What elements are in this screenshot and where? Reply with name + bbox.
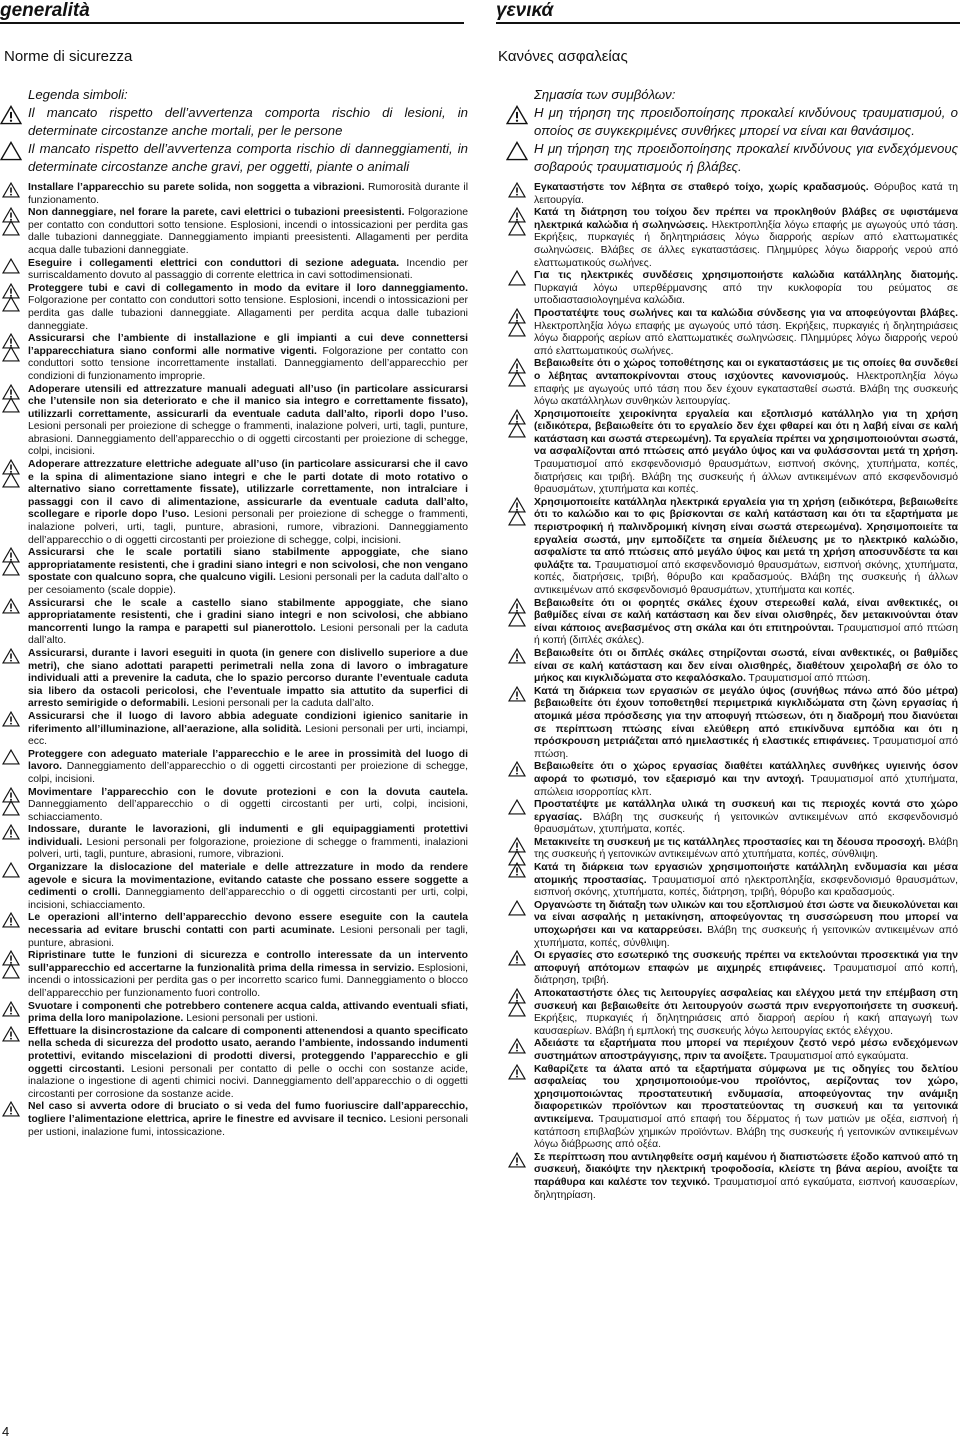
rule-consequence: Τραυματισμοί από εκσφενδονισμό θραυσμάτων, εισπνοή σκόνης, χτυπήματα, κοπές, διατρήσεις και τριβή. Βλάβη της συσκευής ή άλλων αντικειμένων από εκσφενδονισμό θραυσμάτων, χτυπήματα και κοπές. bbox=[534, 459, 958, 496]
rule-instruction: Αποκαταστήστε όλες τις λειτουργίες ασφαλείας και ελέγχου μετά την επέμβαση στη συσκευή και βεβαιωθείτε ότι λειτουργούν σωστά πριν ενεργοποιήσετε τη συσκευή. bbox=[534, 988, 958, 1012]
safety-rule bbox=[28, 912, 468, 950]
rule-consequence: Τραυματισμοί από κοπή, διάτρηση, τριβή. bbox=[534, 962, 958, 987]
safety-rule bbox=[534, 409, 958, 497]
safety-rule bbox=[534, 1064, 958, 1152]
warning-triangle-empty-icon bbox=[508, 900, 528, 918]
rule-consequence: Βλάβη της συσκευής ή γειτονικών αντικειμένων από εκσφενδονισμό θραυσμάτων, χτυπήματα, κοπές. bbox=[534, 811, 958, 836]
rule-consequence: Lesioni personali per la caduta dall’alto. bbox=[192, 698, 374, 710]
legend-items bbox=[28, 104, 468, 176]
rule-instruction: Καθαρίζετε τα άλατα από τα εξαρτήματα σύμφωνα με τις οδηγίες του δελτίου ασφαλείας του χρησιμοποιούμε-νου προϊόντος, αερίζοντας τον χώρο, χρησιμοποιώντας προστατευτική ενδυμασία, αποφεύγοντας την ανάμιξη διαφορετικών προϊόντων και προστατεύοντας τη συσκευή και τα γειτονικά αντικείμενα. bbox=[534, 1063, 958, 1125]
safety-rule bbox=[534, 497, 958, 598]
warning-triangle-empty-icon bbox=[2, 258, 22, 276]
symbol-legend bbox=[28, 86, 468, 176]
warning-triangle-exclamation-icon bbox=[0, 105, 22, 125]
header-rule-italian bbox=[0, 22, 464, 24]
legend-item bbox=[28, 104, 468, 140]
rule-consequence: Rumorosità durante il funzionamento. bbox=[28, 182, 468, 206]
safety-rule bbox=[28, 1001, 468, 1026]
rule-consequence: Danneggiamento dell’apparecchio o di oggetti circostanti per urti, colpi, incisioni, schiacciamento. bbox=[28, 887, 469, 911]
legend-heading: Legenda simboli: bbox=[28, 87, 128, 102]
page-number: 4 bbox=[2, 1424, 10, 1439]
warning-triangle-exclamation-icon bbox=[2, 824, 22, 842]
warning-triangle-empty-icon bbox=[508, 422, 528, 440]
italian-column bbox=[28, 86, 468, 1139]
rule-instruction: Προστατέψτε τους σωλήνες και τα καλώδια σύνδεσης για να αποφεύγονται βλάβες. bbox=[534, 307, 958, 319]
rule-consequence: Lesioni personali per urti, inciampi, ecc. bbox=[28, 723, 469, 748]
safety-rule bbox=[534, 648, 958, 686]
rule-instruction: Ripristinare tutte le funzioni di sicurezza e controllo interessate da un intervento sull’apparecchio ed accertarne la funzionalità prima della rimessa in servizio. bbox=[28, 950, 468, 974]
rule-instruction: Svuotare i componenti che potrebbero contenere acqua calda, attivando eventuali sfiati, prima della loro manipolazione. bbox=[28, 1000, 468, 1025]
rule-instruction: Assicurarsi che l’ambiente di installazione e gli impianti a cui deve connettersi l’apparecchiatura siano conformi alle normative vigenti. bbox=[28, 333, 468, 357]
warning-triangle-empty-icon bbox=[508, 270, 528, 288]
rule-instruction: Βεβαιωθείτε ότι οι φορητές σκάλες έχουν στερεωθεί καλά, είναι ανθεκτικές, οι βαθμίδες είναι σε καλή κατάσταση και δεν είναι ολισθηρές, δεν μετακινούνται όταν είναι κάποιος ανεβασμένος στη σκάλα και ότι επιτηρούνται. bbox=[534, 597, 958, 634]
rule-instruction: Εγκαταστήστε τον λέβητα σε σταθερό τοίχο, χωρίς κραδασμούς. bbox=[534, 182, 869, 193]
warning-triangle-exclamation-icon bbox=[2, 1026, 22, 1044]
safety-rule bbox=[534, 900, 958, 950]
rule-instruction: Κατά τη διάτρηση του τοίχου δεν πρέπει να προκληθούν βλάβες σε υφιστάμενα ηλεκτρικά καλώδια ή σωληνώσεις. bbox=[534, 207, 958, 231]
warning-triangle-exclamation-icon bbox=[508, 182, 528, 200]
rule-consequence: Lesioni personali per tagli, punture, abrasioni. bbox=[28, 925, 468, 949]
rule-instruction: Organizzare la dislocazione del materiale e delle attrezzature in modo da rendere agevole e sicura la movimentazione, evitando cataste che possano essere soggette a cedimenti o crolli. bbox=[28, 862, 468, 899]
warning-triangle-exclamation-icon bbox=[2, 182, 22, 200]
warning-triangle-empty-icon bbox=[2, 862, 22, 880]
rule-consequence: Danneggiamento dell’apparecchio o di oggetti circostanti per urti, colpi, incisioni, schiacciamento. bbox=[28, 799, 468, 823]
rule-instruction: Για τις ηλεκτρικές συνδέσεις χρησιμοποιήστε καλώδια κατάλληλης διατομής. bbox=[534, 270, 958, 282]
warning-triangle-exclamation-icon bbox=[2, 598, 22, 616]
rule-instruction: Μετακινείτε τη συσκευή με τις κατάλληλες προστασίες και τη δέουσα προσοχή. bbox=[534, 836, 926, 848]
rule-instruction: Adoperare utensili ed attrezzature manuali adeguati all’uso (in particolare assicurarsi che l’utensile non sia deteriorato e che il manico sia integro e correttamente fissato), utilizzarli correttamente, assicurarli da eventuale caduta dall’alto, riporli dopo l’uso. bbox=[28, 383, 468, 420]
rule-instruction: Οι εργασίες στο εσωτερικό της συσκευής πρέπει να εκτελούνται προσεκτικά για την αποφυγή απότομων επαφών με αιχμηρές επιφάνειες. bbox=[534, 950, 958, 974]
warning-triangle-empty-icon bbox=[2, 220, 22, 238]
safety-rule bbox=[534, 761, 958, 799]
safety-rule bbox=[534, 950, 958, 988]
rule-instruction: Κατά τη διάρκεια των εργασιών σε μεγάλο ύψος (συνήθως πάνω από δύο μέτρα) βεβαιωθείτε ότι έχουν τοποθετηθεί περιμετρικά κιγκλιδώματα στη ζώνη εργασίας ή ατομικά μέσα πρόσδεσης για την αποφυγή πτώσεων, ότι η διαδρομή που διανύεται σε περίπτωση πτώσης είναι ελεύθερη από επικίνδυνα εμπόδια και ότι η πρόσκρουση μετριάζεται από ημιελαστικές ή ελαστικές επιφάνειες. bbox=[534, 685, 958, 748]
rule-consequence: Folgorazione per contatto con conduttori sotto tensione incorrettamente installati. Danneggiamento dell’apparecchio per condizioni di funzionamento improprie. bbox=[28, 345, 468, 382]
rule-instruction: Adoperare attrezzature elettriche adeguate all’uso (in particolare assicurarsi che il cavo e la spina di alimentazione siano integri e che le parti dotate di moto rotativo o alternativo siano correttamente fissate), utilizzarle correttamente, non intralciare i passaggi con il cavo di alimentazione, assicurarle da eventuale caduta dall’alto, scollegare e riporle dopo l’uso. bbox=[28, 459, 468, 521]
rule-consequence: Τραυματισμοί από εγκαύματα. bbox=[769, 1050, 909, 1062]
rule-consequence: Τραυματισμοί από εγκαύματα, εισπνοή καυσαερίων, δηλητηρίαση. bbox=[534, 1176, 958, 1201]
safety-rule bbox=[534, 686, 958, 762]
rule-instruction: Eseguire i collegamenti elettrici con conduttori di sezione adeguata. bbox=[28, 257, 400, 269]
safety-rule bbox=[28, 258, 468, 283]
warning-triangle-exclamation-icon bbox=[2, 912, 22, 930]
rule-instruction: Installare l’apparecchio su parete solida, non soggetta a vibrazioni. bbox=[28, 182, 365, 193]
warning-triangle-empty-icon bbox=[2, 560, 22, 578]
warning-triangle-exclamation-icon bbox=[508, 1152, 528, 1170]
rule-instruction: Indossare, durante le lavorazioni, gli indumenti e gli equipaggiamenti protettivi individuali. bbox=[28, 824, 468, 848]
rule-instruction: Οργανώστε τη διάταξη των υλικών και του εξοπλισμού έτσι ώστε να διευκολύνεται και να είναι ασφαλής η μετακίνηση, αποφεύγοντας τη συσσώρευση που μπορεί να υποχωρήσει και να καταρρεύσει. bbox=[534, 899, 958, 937]
safety-rule bbox=[534, 862, 958, 900]
safety-rule bbox=[534, 988, 958, 1038]
safety-rule bbox=[28, 950, 468, 1000]
legend-item bbox=[28, 140, 468, 176]
warning-triangle-empty-icon bbox=[2, 800, 22, 818]
header-rule-greek bbox=[496, 22, 960, 24]
safety-rule bbox=[28, 824, 468, 862]
warning-triangle-empty-icon bbox=[2, 346, 22, 364]
rule-consequence: Lesioni personali per ustioni. bbox=[186, 1013, 318, 1025]
safety-rule bbox=[28, 862, 468, 912]
legend-item bbox=[534, 104, 958, 140]
safety-rule bbox=[534, 1038, 958, 1063]
safety-rule bbox=[534, 837, 958, 862]
legend-text: Η μη τήρηση της προειδοποίησης προκαλεί κινδύνους για ενδεχόμενους σοβαρούς τραυματισμούς ή βλάβες. bbox=[534, 141, 958, 174]
warning-triangle-exclamation-icon bbox=[508, 862, 528, 880]
column-header-greek: γενικά bbox=[496, 0, 554, 21]
legend-item bbox=[534, 140, 958, 176]
rule-instruction: Κατά τη διάρκεια των εργασιών χρησιμοποιήστε κατάλληλη ενδυμασία και μέσα ατομικής προστασίας. bbox=[534, 862, 958, 886]
rule-instruction: Assicurarsi che le scale portatili siano stabilmente appoggiate, che siano appropriatamente resistenti, che i gradini siano integri e non scivolosi, che non vengano spostate con qualcuno sopra, che qualcuno vigili. bbox=[28, 547, 468, 584]
warning-triangle-exclamation-icon bbox=[2, 711, 22, 729]
warning-triangle-empty-icon bbox=[508, 510, 528, 528]
rule-instruction: Proteggere tubi e cavi di collegamento in modo da evitare il loro danneggiamento. bbox=[28, 282, 468, 294]
rule-consequence: Lesioni personali per proiezione di schegge o frammenti, inalazione polveri, urti, tagli, punture, abrasioni. Danneggiamento dell’apparecchio o di oggetti circostanti per proiezione di schegge, colpi, incisioni. bbox=[28, 421, 468, 458]
warning-triangle-exclamation-icon bbox=[508, 1064, 528, 1082]
warning-triangle-exclamation-icon bbox=[2, 1001, 22, 1019]
rule-consequence: Lesioni personali per la caduta dall’alto. bbox=[28, 622, 468, 647]
warning-triangle-exclamation-icon bbox=[508, 761, 528, 779]
warning-triangle-empty-icon bbox=[508, 1001, 528, 1019]
rule-instruction: Nel caso si avverta odore di bruciato o si veda del fumo fuoriuscire dall’apparecchio, togliere l’alimentazione elettrica, aprire le finestre ed avvisare il tecnico. bbox=[28, 1101, 468, 1125]
rule-instruction: Movimentare l’apparecchio con le dovute protezioni e con la dovuta cautela. bbox=[28, 786, 468, 798]
rule-instruction: Βεβαιωθείτε ότι ο χώρος εργασίας διαθέτει κατάλληλες συνθήκες υγιεινής όσον αφορά το φωτισμό, τον εξαερισμό και την αντοχή. bbox=[534, 761, 958, 785]
warning-triangle-empty-icon bbox=[508, 220, 528, 238]
warning-triangle-empty-icon bbox=[2, 397, 22, 415]
rule-instruction: Βεβαιωθείτε ότι ο χώρος τοποθέτησης και οι εγκαταστάσεις με τις οποίες θα συνδεθεί ο λέβητας ανταποκρίνονται στους ισχύοντες κανονισμούς. bbox=[534, 358, 958, 382]
warning-triangle-exclamation-icon bbox=[508, 648, 528, 666]
safety-rule bbox=[28, 648, 468, 711]
rule-instruction: Proteggere con adeguato materiale l’apparecchio e le aree in prossimità del luogo di lavoro. bbox=[28, 748, 468, 773]
safety-rule bbox=[28, 598, 468, 648]
warning-triangle-empty-icon bbox=[2, 296, 22, 314]
safety-rule bbox=[28, 283, 468, 333]
warning-triangle-empty-icon bbox=[508, 321, 528, 339]
rule-consequence: Τραυματισμοί από πτώση. bbox=[748, 673, 871, 685]
rule-consequence: Ηλεκτροπληξία λόγω επαφής με αγωγούς υπό τάση που δεν έχουν εγκατασταθεί σωστά. Βλάβη της συσκευής λόγω ακατάλληλων συνθηκών λειτουργίας. bbox=[534, 370, 959, 408]
warning-triangle-exclamation-icon bbox=[2, 648, 22, 666]
warning-triangle-exclamation-icon bbox=[508, 950, 528, 968]
section-title-greek: Κανόνες ασφαλείας bbox=[498, 48, 628, 65]
warning-triangle-empty-icon bbox=[508, 799, 528, 817]
rule-consequence: Τραυματισμοί από εκσφενδονισμό θραυσμάτων, εισπνοή σκόνης, χτυπήματα, κοπές, διατρήσεις, τριβή, θόρυβο και κραδασμούς. Βλάβη της συσκευής ή άλλων αντικειμένων από εκσφενδονισμό θραυσμάτων, χτυπήματα και κοπές. bbox=[534, 559, 958, 596]
rule-consequence: Βλάβη της συσκευής ή γειτονικών αντικειμένων από χτυπήματα, κοπές, σύνθλιψη. bbox=[534, 925, 959, 949]
safety-rules bbox=[534, 182, 958, 1202]
rule-consequence: Τραυματισμοί από πτώση ή κοπή (διπλές σκάλες). bbox=[534, 622, 958, 647]
safety-rule bbox=[534, 1152, 958, 1202]
rule-consequence: Lesioni personali per ustioni, inalazione fumi, intossicazione. bbox=[28, 1113, 469, 1138]
rule-instruction: Assicurarsi che il luogo di lavoro abbia adeguate condizioni igienico sanitarie in riferimento all’illuminazione, all’aerazione, alla solidità. bbox=[28, 710, 468, 735]
symbol-legend bbox=[534, 86, 958, 176]
rule-instruction: Χρησιμοποιείτε χειροκίνητα εργαλεία και εξοπλισμό κατάλληλο για τη χρήση (ειδικότερα, βεβαιωθείτε ότι το εργαλείο δεν έχει φθαρεί και ότι η λαβή είναι σε καλή κατάσταση και σωστά στερεωμένη). Τα εργαλεία πρέπει να χρησιμοποιούνται σωστά, να ασφαλίζονται από πτώσεις από μεγάλο ύψος και να φυλάσσονται μετά τη χρήση. bbox=[534, 408, 958, 458]
rule-instruction: Χρησιμοποιείτε κατάλληλα ηλεκτρικά εργαλεία για τη χρήση (ειδικότερα, βεβαιωθείτε ότι το καλώδιο και το φις βρίσκονται σε καλή κατάσταση και ότι τα εξαρτήματα με περιστροφική ή παλινδρομική κίνηση είναι σωστά στερεωμένα). Χρησιμοποιείτε τα εργαλεία σωστά, μην εμποδίζετε τα σημεία διέλευσης με το ηλεκτρικό καλώδιο, ασφαλίστε τα από πτώσεις από μεγάλο ύψος και μετά τη χρήση αποσυνδέστε τα και φυλάξτε τα. bbox=[534, 496, 958, 571]
section-title-italian: Norme di sicurezza bbox=[4, 48, 133, 65]
greek-column bbox=[534, 86, 958, 1202]
safety-rule bbox=[534, 598, 958, 648]
rule-instruction: Effettuare la disincrostazione da calcare di componenti attenendosi a quanto specificato nella scheda di sicurezza del prodotto usato, aerando l’ambiente, indossando indumenti protettivi, evitando miscelazioni di prodotti diversi, proteggendo l’apparecchio e gli oggetti circostanti. bbox=[28, 1025, 468, 1075]
safety-rule bbox=[28, 459, 468, 547]
warning-triangle-empty-icon bbox=[2, 963, 22, 981]
rule-consequence: Folgorazione per contatto con conduttori sotto tensione. Esplosioni, incendi o intossicazioni per perdita gas dalle tubazioni danneggiate. Allagamenti per perdita acqua dalle tubazioni danneggiate. bbox=[28, 295, 468, 332]
safety-rules bbox=[28, 182, 468, 1139]
rule-instruction: Βεβαιωθείτε ότι οι διπλές σκάλες στηρίζονται σωστά, είναι ανθεκτικές, οι βαθμίδες είναι σε καλή κατάσταση και δεν είναι ολισθηρές, διαθέτουν χειρολαβή σε όλο το μήκος και κιγκλιδώματα στο κεφαλόσκαλο. bbox=[534, 647, 958, 685]
rule-instruction: Προστατέψτε με κατάλληλα υλικά τη συσκευή και τις περιοχές κοντά στο χώρο εργασίας. bbox=[534, 799, 958, 823]
rule-consequence: Lesioni personali per folgorazione, proiezione di schegge o frammenti, inalazioni polveri, urti, tagli, punture, abrasioni, rumore, vibrazioni. bbox=[28, 836, 468, 861]
warning-triangle-empty-icon bbox=[2, 749, 22, 767]
safety-rule bbox=[28, 711, 468, 749]
warning-triangle-empty-icon bbox=[0, 141, 22, 161]
rule-consequence: Τραυματισμοί από ηλεκτροπληξία, εκσφενδονισμό θραυσμάτων, εισπνοή σκόνης, χτυπήματα, κοπές, διάτρηση, τριβή, θόρυβο και κραδασμούς. bbox=[534, 874, 958, 899]
rule-instruction: Σε περίπτωση που αντιληφθείτε οσμή καμένου ή διαπιστώσετε έξοδο καπνού από τη συσκευή, διακόψτε την ηλεκτρική τροφοδοσία, κλείστε τη βάνα αερίου, ανοίξτε τα παράθυρα και καλέστε τον τεχνικό. bbox=[534, 1151, 958, 1188]
legend-heading: Σημασία των συμβόλων: bbox=[534, 87, 676, 102]
warning-triangle-empty-icon bbox=[508, 371, 528, 389]
legend-text: Il mancato rispetto dell’avvertenza comporta rischio di lesioni, in determinate circostanze anche mortali, per le persone bbox=[28, 105, 468, 138]
safety-rule bbox=[534, 799, 958, 837]
rule-instruction: Le operazioni all’interno dell’apparecchio devono essere eseguite con la cautela necessaria ad evitare bruschi contatti con parti acuminate. bbox=[28, 912, 468, 937]
legend-text: Η μη τήρηση της προειδοποίησης προκαλεί κινδύνους τραυματισμού, ο οποίος σε συγκεκριμένες συνθήκες μπορεί να είναι και θανάσιμος. bbox=[534, 105, 958, 138]
rule-consequence: Lesioni personali per la caduta dall’alto o per cesoiamento (scale doppie). bbox=[28, 572, 468, 596]
legend-text: Il mancato rispetto dell’avvertenza comporta rischio di danneggiamenti, in determinate circostanze anche gravi, per oggetti, piante o animali bbox=[28, 141, 468, 174]
rule-consequence: Τραυματισμοί από επαφή του δέρματος ή των ματιών με οξέα, εισπνοή ή κατάποση επιβλαβών χημικών προϊόντων. Βλάβη της συσκευής ή γειτονικών αντικειμένων λόγω διάβρωσης από οξέα. bbox=[534, 1113, 958, 1151]
warning-triangle-empty-icon bbox=[508, 611, 528, 629]
rule-consequence: Τραυματισμοί από χτυπήματα, απώλεια ισορροπίας κλπ. bbox=[534, 773, 959, 798]
rule-consequence: Θόρυβος κατά τη λειτουργία. bbox=[534, 182, 959, 206]
safety-rule bbox=[28, 1101, 468, 1139]
safety-rule bbox=[534, 308, 958, 358]
safety-rule bbox=[28, 333, 468, 383]
safety-rule bbox=[534, 207, 958, 270]
safety-rule bbox=[28, 207, 468, 257]
rule-consequence: Folgorazione per contatto con conduttori sotto tensione. Esplosioni, incendi o intossicazioni per perdita gas dalle tubazioni danneggiate. Danneggiamento impianti preesistenti. Allagamenti per perdita acqua dalle tubazioni danneggiate. bbox=[28, 207, 469, 256]
safety-rule bbox=[534, 358, 958, 408]
rule-consequence: Πυρκαγιά λόγω υπερθέρμανσης από την κυκλοφορία του ρεύματος σε υποδιαστασιολογημένα καλώδια. bbox=[534, 282, 958, 307]
rule-consequence: Εκρήξεις, πυρκαγιές ή δηλητηριάσεις από διαρροή αερίου ή κακή απαγωγή των καυσαερίων. Βλάβη ή εμπλοκή της συσκευής λόγω λειτουργίας εκτός ελέγχου. bbox=[534, 1013, 958, 1037]
rule-consequence: Ηλεκτροπληξία λόγω επαφής με αγωγούς υπό τάση. Εκρήξεις, πυρκαγιές ή δηλητηριάσεις λόγω διαρροής αερίων από ελαττωματικές σωληνώσεις. Πλημμύρες λόγω διαρροής νερού από ελαττωματικούς σωλήνες. bbox=[534, 320, 958, 357]
rule-instruction: Assicurarsi che le scale a castello siano stabilmente appoggiate, che siano appropriatamente resistenti, che i gradini siano integri e non scivolosi, che abbiano mancorrenti lungo la rampa e parapetti sul pianerottolo. bbox=[28, 597, 468, 634]
warning-triangle-empty-icon bbox=[2, 472, 22, 490]
rule-consequence: Ηλεκτροπληξία λόγω επαφής με αγωγούς υπό τάση. Εκρήξεις, πυρκαγιές ή δηλητηριάσεις λόγω διαρροής αερίων από ελαττωματικές σωληνώσεις. Βλάβες σε άλλες εγκαταστάσεις. Πλημμύρες λόγω διαρροής νερού από ελαττωματικούς σωλήνες. bbox=[534, 219, 959, 269]
rule-consequence: Danneggiamento dell’apparecchio o di oggetti circostanti per proiezione di schegge, colpi, incisioni. bbox=[28, 761, 469, 785]
legend-items bbox=[534, 104, 958, 176]
safety-rule bbox=[534, 270, 958, 308]
warning-triangle-empty-icon bbox=[506, 141, 528, 161]
safety-rule bbox=[28, 547, 468, 597]
rule-consequence: Βλάβη της συσκευής ή γειτονικών αντικειμένων από χτυπήματα, κοπές, σύνθλιψη. bbox=[534, 836, 958, 861]
rule-consequence: Lesioni personali per contatto di pelle o occhi con sostanze acide, inalazione o ingestione di agenti chimici nocivi. Danneggiamento dell’apparecchio o di oggetti circostanti per corrosione da sostanze acide. bbox=[28, 1063, 468, 1100]
safety-rule bbox=[28, 787, 468, 825]
safety-rule bbox=[28, 182, 468, 207]
safety-rule bbox=[28, 384, 468, 460]
rule-consequence: Lesioni personali per proiezione di schegge o frammenti, inalazione polveri, urti, tagli, punture, abrasioni, rumore, vibrazioni. Danneggiamento dell’apparecchio o di oggetti circostanti per proiezione di schegge, colpi, incisioni. bbox=[28, 509, 468, 546]
rule-instruction: Assicurarsi, durante i lavori eseguiti in quota (in genere con dislivello superiore a due metri), che siano adottati parapetti perimetrali nella zona di lavoro o imbragature individuali atti a prevenire la caduta, che lo spazio percorso durante l’eventuale caduta sia libero da ostacoli pericolosi, che l’eventuale impatto sia attutito da superfici di arresto semirigide o deformabili. bbox=[28, 647, 468, 710]
warning-triangle-exclamation-icon bbox=[2, 1101, 22, 1119]
safety-rule bbox=[534, 182, 958, 207]
rule-consequence: Τραυματισμοί από πτώση. bbox=[534, 736, 958, 760]
column-header-italian: generalità bbox=[0, 0, 90, 21]
warning-triangle-exclamation-icon bbox=[506, 105, 528, 125]
rule-instruction: Αδειάστε τα εξαρτήματα που μπορεί να περιέχουν ζεστό νερό μέσω ενδεχόμενων συστημάτων αποστράγγισης, πριν τα ανοίξετε. bbox=[534, 1038, 958, 1062]
safety-rule bbox=[28, 1026, 468, 1102]
warning-triangle-exclamation-icon bbox=[508, 1038, 528, 1056]
warning-triangle-exclamation-icon bbox=[508, 686, 528, 704]
safety-rule bbox=[28, 749, 468, 787]
rule-instruction: Non danneggiare, nel forare la parete, cavi elettrici o tubazioni preesistenti. bbox=[28, 207, 405, 219]
rule-consequence: Incendio per surriscaldamento dovuto al passaggio di corrente elettrica in cavi sottodimensionati. bbox=[28, 257, 468, 282]
rule-consequence: Esplosioni, incendi o intossicazioni per perdita gas o per incorretto scarico fumi. Danneggiamento o blocco dell’apparecchio per funzionamento fuori controllo. bbox=[28, 962, 469, 999]
